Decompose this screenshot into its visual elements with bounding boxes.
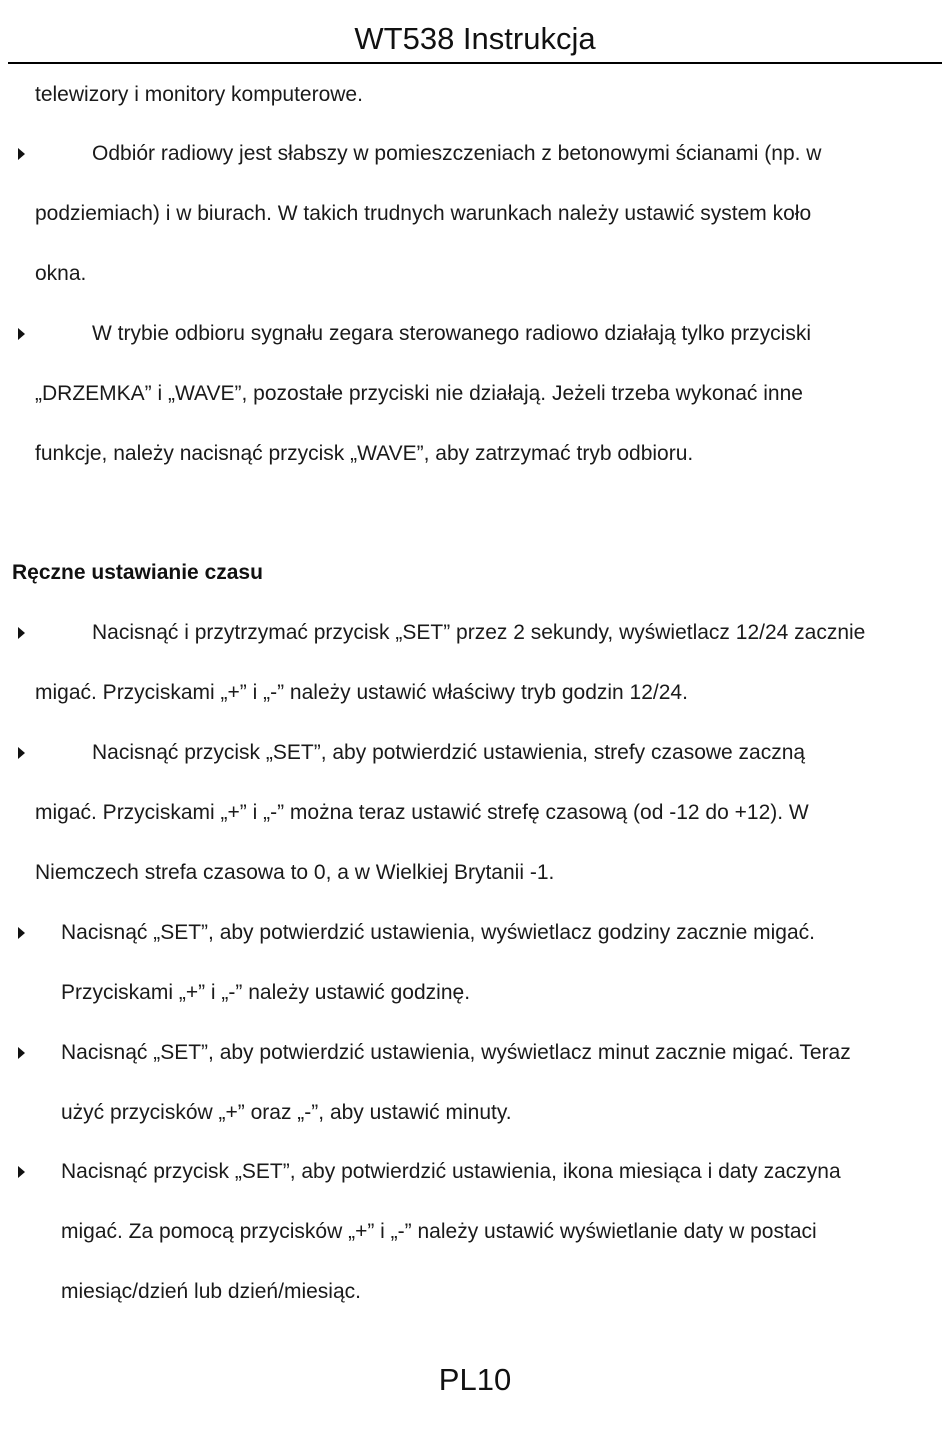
step-4-line-2: użyć przycisków „+” oraz „-”, aby ustawić minuty. (61, 1101, 512, 1124)
bullet-arrow-icon (18, 747, 25, 759)
note-2-line-2: „DRZEMKA” i „WAVE”, pozostałe przyciski nie działają. Jeżeli trzeba wykonać inne (35, 382, 803, 405)
step-2-line-1: Nacisnąć przycisk „SET”, aby potwierdzić ustawienia, strefy czasowe zaczną (92, 741, 806, 764)
intro-continuation: telewizory i monitory komputerowe. (35, 83, 363, 106)
step-3-line-1: Nacisnąć „SET”, aby potwierdzić ustawienia, wyświetlacz godziny zacznie migać. (61, 921, 815, 944)
document-title: WT538 Instrukcja (354, 21, 596, 56)
note-2-line-1: W trybie odbioru sygnału zegara sterowanego radiowo działają tylko przyciski (92, 322, 812, 345)
note-2-line-3: funkcje, należy nacisnąć przycisk „WAVE”, aby zatrzymać tryb odbioru. (35, 442, 694, 465)
page-header (8, 16, 942, 64)
step-2-line-3: Niemczech strefa czasowa to 0, a w Wielkiej Brytanii -1. (35, 861, 555, 884)
section-heading: Ręczne ustawianie czasu (12, 561, 263, 584)
step-4-line-1: Nacisnąć „SET”, aby potwierdzić ustawienia, wyświetlacz minut zacznie migać. Teraz (61, 1041, 851, 1064)
bullet-arrow-icon (18, 627, 25, 639)
step-5-line-2: migać. Za pomocą przycisków „+” i „-” należy ustawić wyświetlanie daty w postaci (61, 1220, 817, 1243)
bullet-arrow-icon (18, 328, 25, 340)
bullet-arrow-icon (18, 927, 25, 939)
note-1-line-2: podziemiach) i w biurach. W takich trudnych warunkach należy ustawić system koło (35, 202, 812, 225)
page-number: PL10 (438, 1362, 512, 1397)
step-5-line-1: Nacisnąć przycisk „SET”, aby potwierdzić ustawienia, ikona miesiąca i daty zaczyna (61, 1160, 841, 1183)
bullet-arrow-icon (18, 1166, 25, 1178)
note-1-line-3: okna. (35, 262, 87, 285)
step-5-line-3: miesiąc/dzień lub dzień/miesiąc. (61, 1280, 361, 1303)
bullet-arrow-icon (18, 1047, 25, 1059)
step-1-line-2: migać. Przyciskami „+” i „-” należy ustawić właściwy tryb godzin 12/24. (35, 681, 688, 704)
step-2-line-2: migać. Przyciskami „+” i „-” można teraz ustawić strefę czasową (od -12 do +12). W (35, 801, 809, 824)
note-1-line-1: Odbiór radiowy jest słabszy w pomieszczeniach z betonowymi ścianami (np. w (92, 142, 822, 165)
step-1-line-1: Nacisnąć i przytrzymać przycisk „SET” przez 2 sekundy, wyświetlacz 12/24 zacznie (92, 621, 866, 644)
step-3-line-2: Przyciskami „+” i „-” należy ustawić godzinę. (61, 981, 471, 1004)
bullet-arrow-icon (18, 148, 25, 160)
